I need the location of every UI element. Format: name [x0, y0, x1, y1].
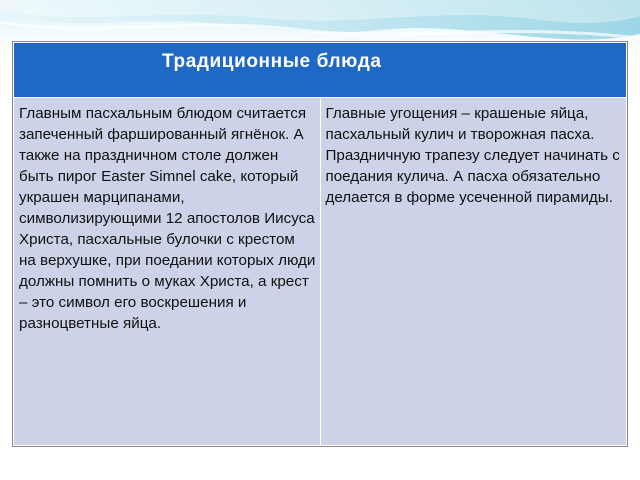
- table-row: [14, 98, 627, 446]
- dishes-table: [13, 42, 627, 446]
- left-cell: [14, 98, 321, 446]
- right-cell: [320, 98, 627, 446]
- table-header-cell: [14, 43, 627, 98]
- table-header-row: [14, 43, 627, 98]
- table-title: Традиционные блюда: [162, 51, 382, 72]
- left-cell-text: Главным пасхальным блюдом считается запеченный фаршированный ягнёнок. А также на праздничном столе должен быть пирог Easter Simnel cake, который украшен марципанами, символизирующими 12 апостолов Иисуса Христа, пасхальные булочки с крестом на верхушке, при поедании которых люди должны помнить о муках Христа, а крест – это символ его воскрешения и разноцветные яйца.: [19, 105, 316, 332]
- right-cell-text: Главные угощения – крашеные яйца, пасхальный кулич и творожная пасха. Праздничную трапезу следует начинать с поедания кулича. А пасха обязательно делается в форме усеченной пирамиды.: [325, 105, 620, 206]
